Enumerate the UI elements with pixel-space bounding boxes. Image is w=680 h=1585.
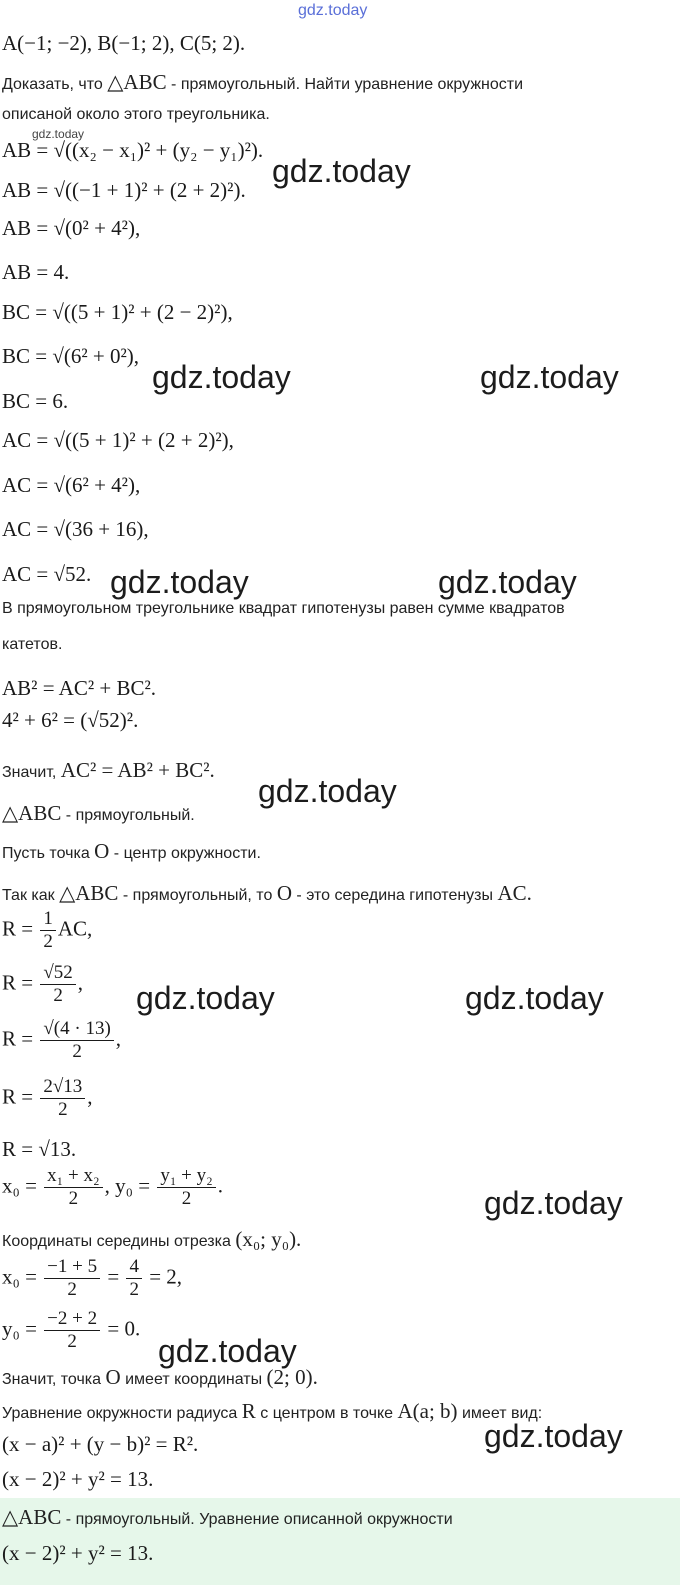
right-triangle-line: △ABC - прямоугольный. [2,801,195,825]
watermark-top: gdz.today [298,2,368,19]
watermark: gdz.today [110,564,249,600]
watermark: gdz.today [484,1418,623,1454]
bc-step-2: BC = √(6² + 0²), [2,344,140,368]
watermark: gdz.today [158,1333,297,1369]
pythagoras-line-1: В прямоугольном треугольнике квадрат гипотенузы равен сумме квадратов [2,600,565,617]
watermark: gdz.today [258,773,397,809]
ab-result: AB = 4. [2,260,70,284]
ab-step-2: AB = √(0² + 4²), [2,216,141,240]
radius-step-4: R = $\frac{2√13}{2}$ , [2,1076,93,1120]
watermark: gdz.today [272,153,411,189]
watermark-small: gdz.today [32,127,85,141]
watermark: gdz.today [438,564,577,600]
point-o-line: Значит, точка O имеет координаты (2; 0). [2,1365,318,1389]
radius-result: R = √13. [2,1137,77,1161]
ac-step-1: AC = √((5 + 1)² + (2 + 2)²), [2,428,234,452]
general-circle-eq: (x − a)² + (y − b)² = R². [2,1432,199,1456]
watermark: gdz.today [484,1185,623,1221]
watermark: gdz.today [152,359,291,395]
pythagoras-line-2: катетов. [2,636,63,653]
ac-result: AC = √52. [2,562,92,586]
radius-step-3: R = $\frac{√(4 \cdot 13)}{2}$ , [2,1018,122,1062]
coords-line: Координаты середины отрезка (x₀; y₀). [2,1227,302,1251]
midpoint-formula: x₀ = $\frac{\text{x₁ + x₂}}{2}$ , y₀ = $\frac{\text{y₁ + y₂}}{2}$ . [2,1165,224,1209]
ab-formula: AB = √((x₂ − x₁)² + (y₂ − y₁)²). [2,138,264,162]
task-line-2: описаной около этого треугольника. [2,106,270,123]
specific-circle-eq: (x − 2)² + y² = 13. [2,1467,154,1491]
midpoint-line: Так как △ABC - прямоугольный, то O - это середина гипотенузы AC. [2,881,532,905]
watermark: gdz.today [136,980,275,1016]
y0-calc: y₀ = $\frac{-2 + 2}{2}$ = 0. [2,1308,141,1352]
x0-calc: x₀ = $\frac{-1 + 5}{2}$ = $\frac{4}{2}$ = 2, [2,1256,183,1300]
answer-equation: (x − 2)² + y² = 13. [2,1541,154,1565]
pythagoras-eq-2: 4² + 6² = (√52)². [2,708,139,732]
circle-eq-intro: Уравнение окружности радиуса R с центром в точке A(a; b) имеет вид: [2,1399,543,1423]
bc-step-1: BC = √((5 + 1)² + (2 − 2)²), [2,300,233,324]
pythagoras-eq-1: AB² = AC² + BC². [2,676,157,700]
ac-step-3: AC = √(36 + 16), [2,517,149,541]
task-line-1: Доказать, что △ABC - прямоугольный. Найти уравнение окружности [2,70,524,94]
radius-step-2: R = $\frac{√52}{2}$ , [2,962,84,1006]
watermark: gdz.today [480,359,619,395]
ac-step-2: AC = √(6² + 4²), [2,473,141,497]
watermark: gdz.today [465,980,604,1016]
answer-line-1: △ABC - прямоугольный. Уравнение описанной окружности [2,1505,453,1529]
ab-step-1: AB = √((−1 + 1)² + (2 + 2)²). [2,178,246,202]
center-line: Пусть точка O - центр окружности. [2,839,261,863]
conclusion-line: Значит, AC² = AB² + BC². [2,758,215,782]
bc-result: BC = 6. [2,389,69,413]
radius-step-1: R = $\frac{1}{2}$ AC, [2,908,93,952]
given-points: A(−1; −2), B(−1; 2), C(5; 2). [2,31,246,55]
